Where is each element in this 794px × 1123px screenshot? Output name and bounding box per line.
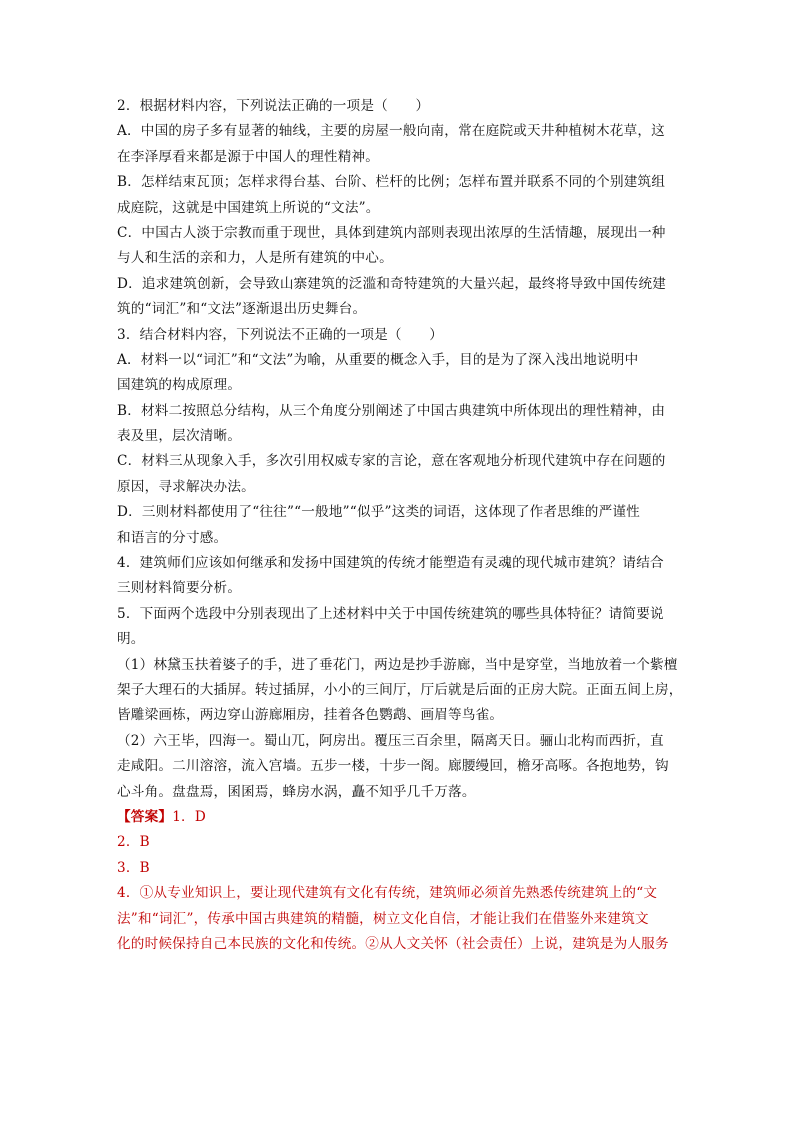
- question-4-line-2: 三则材料简要分析。: [117, 580, 242, 597]
- question-3-option-a-line-2: 国建筑的构成原理。: [117, 377, 242, 394]
- passage-2-line-2: 走咸阳。二川溶溶，流入宫墙。五步一楼，十步一阁。廊腰缦回，檐牙高啄。各抱地势，钩: [117, 758, 669, 775]
- answer-4-line-2: 法”和“词汇”，传承中国古典建筑的精髓，树立文化自信，才能让我们在借鉴外来建筑文: [117, 910, 649, 927]
- answer-4-line-3: 化的时候保持自己本民族的文化和传统。②从人文关怀（社会责任）上说，建筑是为人服务: [117, 935, 669, 952]
- answer-4-line-1: 4．①从专业知识上，要让现代建筑有文化有传统，建筑师必须首先熟悉传统建筑上的“文: [117, 885, 658, 902]
- answer-3: 3．B: [117, 859, 150, 876]
- question-2-option-b-line-2: 成庭院，这就是中国建筑上所说的“文法”。: [117, 199, 380, 216]
- passage-1-line-1: （1）林黛玉扶着婆子的手，进了垂花门，两边是抄手游廊，当中是穿堂，当地放着一个紫檀: [117, 656, 678, 673]
- question-5-line-1: 5．下面两个选段中分别表现出了上述材料中关于中国传统建筑的哪些具体特征？请简要说: [117, 605, 664, 622]
- question-2-option-c-line-2: 与人和生活的亲和力，人是所有建筑的中心。: [117, 250, 393, 267]
- question-3-option-a-line-1: A．材料一以“词汇”和“文法”为喻，从重要的概念入手，目的是为了深入浅出地说明中: [117, 351, 639, 368]
- question-5: [117, 602, 683, 805]
- passage-1-line-3: 皆雕梁画栋，两边穿山游廊厢房，挂着各色鹦鹉、画眉等鸟雀。: [117, 707, 504, 724]
- question-3-option-c-line-1: C．材料三从现象入手，多次引用权威专家的言论，意在客观地分析现代建筑中存在问题的: [117, 453, 666, 470]
- answer-tag: 【答案】: [117, 808, 173, 825]
- answer-2: 2．B: [117, 834, 150, 851]
- question-2-option-b-line-1: B．怎样结束瓦顶；怎样求得台基、台阶、栏杆的比例；怎样布置并联系不同的个别建筑组: [117, 174, 666, 191]
- passage-2-line-3: 心斗角。盘盘焉，囷囷焉，蜂房水涡，矗不知乎几千万落。: [117, 783, 476, 800]
- answer-section: [117, 805, 677, 957]
- question-content: [117, 94, 683, 957]
- question-3-option-b-line-1: B．材料二按照总分结构，从三个角度分别阐述了中国古典建筑中所体现出的理性精神，由: [117, 402, 666, 419]
- passage-1-line-2: 架子大理石的大插屏。转过插屏，小小的三间厅，厅后就是后面的正房大院。正面五间上房，: [117, 681, 683, 698]
- question-3: [117, 323, 677, 552]
- question-2-option-d-line-1: D．追求建筑创新，会导致山寨建筑的泛滥和奇特建筑的大量兴起，最终将导致中国传统建: [117, 275, 667, 292]
- question-3-option-d-line-2: 和语言的分寸感。: [117, 529, 228, 546]
- answer-line-1: [117, 805, 677, 830]
- question-5-line-2: 明。: [117, 631, 145, 648]
- question-3-option-d-line-1: D．三则材料都使用了“往往”“一般地”“似乎”这类的词语，这体现了作者思维的严谨性: [117, 504, 640, 521]
- question-2-option-a-line-2: 在李泽厚看来都是源于中国人的理性精神。: [117, 148, 380, 165]
- answer-1: 1．D: [172, 808, 206, 825]
- question-3-option-c-line-2: 原因，寻求解决办法。: [117, 478, 255, 495]
- question-3-option-b-line-2: 表及里，层次清晰。: [117, 428, 242, 445]
- question-2-option-d-line-2: 筑的“词汇”和“文法”逐渐退出历史舞台。: [117, 301, 367, 318]
- question-2: [117, 94, 677, 323]
- question-4: [117, 551, 677, 602]
- question-4-line-1: 4．建筑师们应该如何继承和发扬中国建筑的传统才能塑造有灵魂的现代城市建筑？请结合: [117, 555, 664, 572]
- passage-2-line-1: （2）六王毕，四海一。蜀山兀，阿房出。覆压三百余里，隔离天日。骊山北构而西折，直: [117, 732, 664, 749]
- question-2-option-c-line-1: C．中国古人淡于宗教而重于现世，具体到建筑内部则表现出浓厚的生活情趣，展现出一种: [117, 224, 666, 241]
- question-2-option-a-line-1: A．中国的房子多有显著的轴线，主要的房屋一般向南，常在庭院或天井种植树木花草，这: [117, 123, 665, 140]
- question-3-stem: 3．结合材料内容，下列说法不正确的一项是（ ）: [117, 326, 444, 343]
- question-2-stem: 2．根据材料内容，下列说法正确的一项是（ ）: [117, 98, 430, 114]
